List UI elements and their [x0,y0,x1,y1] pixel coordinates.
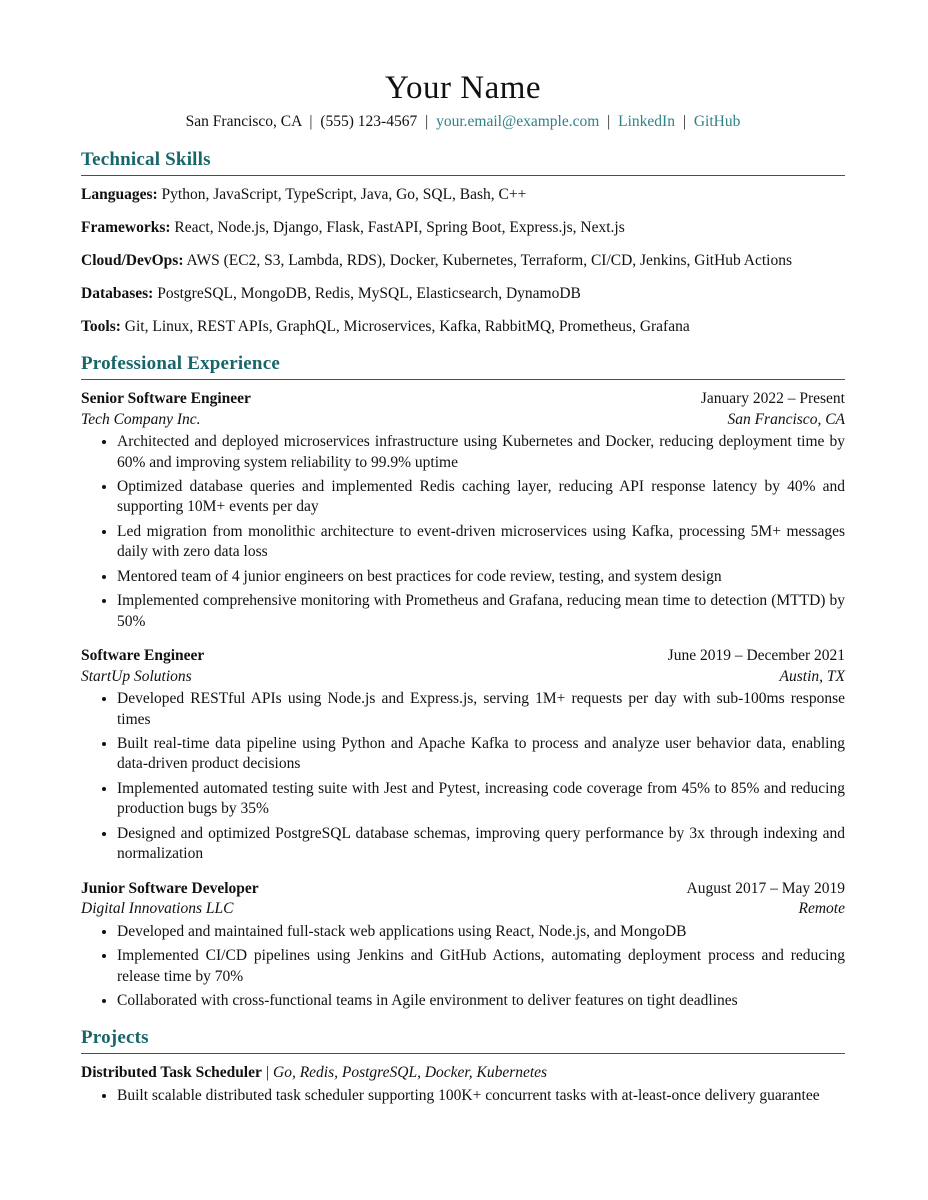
job-company: Digital Innovations LLC [81,900,234,918]
job-bullet: • Built real-time data pipeline using Python and Apache Kafka to process and analyze user behavior data, enabling data-driven product decisions [117,734,845,775]
job-head [81,389,845,409]
skill-value: Python, JavaScript, TypeScript, Java, Go, SQL, Bash, C++ [161,185,527,203]
job-bullet-list [81,922,845,1012]
job-location: Remote [798,900,845,918]
job-bullet-list [81,432,845,632]
job-location: San Francisco, CA [727,410,845,428]
contact-separator: | [425,113,429,131]
skill-line-tools [81,317,845,337]
job-bullet-list [81,689,845,865]
github-link[interactable]: GitHub [693,113,741,131]
project-bullet: • Built scalable distributed task scheduler supporting 100K+ concurrent tasks with at-least-once delivery guarantee [117,1086,845,1106]
job-title: Software Engineer [81,647,205,665]
job-subhead [81,667,845,687]
job-head [81,879,845,899]
skill-value: React, Node.js, Django, Flask, FastAPI, Spring Boot, Express.js, Next.js [174,218,625,236]
technical-skills-section [81,185,845,337]
job-entry-software-engineer [81,646,845,865]
job-entry-junior-software-developer [81,879,845,1012]
job-bullet: • Architected and deployed microservices infrastructure using Kubernetes and Docker, reducing deployment time by 60% and improving system reliability to 99.9% uptime [117,432,845,473]
job-bullet: • Led migration from monolithic architecture to event-driven microservices using Kafka, processing 5M+ messages daily with zero data loss [117,522,845,563]
job-dates: June 2019 – December 2021 [667,647,845,665]
job-bullet: • Optimized database queries and implemented Redis caching layer, reducing API response latency by 40% and supporting 10M+ events per day [117,477,845,518]
job-company: Tech Company Inc. [81,410,201,428]
skill-label: Tools: [81,317,121,335]
professional-experience-section [81,389,845,1011]
contact-location: San Francisco, CA [185,113,302,131]
projects-section [81,1063,845,1106]
skill-value: Git, Linux, REST APIs, GraphQL, Microservices, Kafka, RabbitMQ, Prometheus, Grafana [124,317,690,335]
job-bullet: • Designed and optimized PostgreSQL database schemas, improving query performance by 3x through indexing and normalization [117,824,845,865]
skill-line-databases [81,284,845,304]
project-tech-stack: Go, Redis, PostgreSQL, Docker, Kubernetes [273,1064,548,1082]
job-head [81,646,845,666]
section-title-professional-experience: Professional Experience [81,351,845,380]
job-bullet: • Collaborated with cross-functional teams in Agile environment to deliver features on tight deadlines [117,991,845,1011]
project-bullet-list [81,1086,845,1106]
skill-value: PostgreSQL, MongoDB, Redis, MySQL, Elasticsearch, DynamoDB [157,284,581,302]
skill-value: AWS (EC2, S3, Lambda, RDS), Docker, Kubernetes, Terraform, CI/CD, Jenkins, GitHub Actions [186,251,793,269]
skill-line-cloud-devops [81,251,845,271]
skill-label: Cloud/DevOps: [81,251,184,269]
skill-label: Languages: [81,185,158,203]
email-link[interactable]: your.email@example.com [436,113,600,131]
job-subhead [81,410,845,430]
job-bullet: • Developed and maintained full-stack web applications using React, Node.js, and MongoDB [117,922,845,942]
contact-separator: | [607,113,611,131]
contact-separator: | [309,113,313,131]
job-subhead [81,899,845,919]
skill-label: Frameworks: [81,218,171,236]
contact-phone: (555) 123-4567 [320,113,418,131]
page-title: Your Name [384,70,542,106]
contact-separator: | [682,113,686,131]
section-title-technical-skills: Technical Skills [81,147,845,176]
section-title-projects: Projects [81,1025,845,1054]
job-dates: January 2022 – Present [700,390,845,408]
skill-line-languages [81,185,845,205]
job-bullet: • Developed RESTful APIs using Node.js and Express.js, serving 1M+ requests per day with sub-100ms response times [117,689,845,730]
project-entry-distributed-task-scheduler [81,1063,845,1106]
job-dates: August 2017 – May 2019 [686,879,845,897]
job-title: Senior Software Engineer [81,390,251,408]
job-company: StartUp Solutions [81,667,192,685]
job-bullet: • Implemented automated testing suite with Jest and Pytest, increasing code coverage from 45% to 85% and reducing production bugs by 35% [117,779,845,820]
project-separator: | [265,1064,269,1082]
project-head [81,1063,845,1083]
job-title: Junior Software Developer [81,879,259,897]
skill-line-frameworks [81,218,845,238]
job-entry-senior-software-engineer [81,389,845,632]
linkedin-link[interactable]: LinkedIn [618,113,675,131]
skill-label: Databases: [81,284,154,302]
job-location: Austin, TX [779,667,845,685]
contact-line [81,112,845,132]
project-name: Distributed Task Scheduler [81,1064,262,1082]
job-bullet: • Mentored team of 4 junior engineers on best practices for code review, testing, and system design [117,567,845,587]
job-bullet: • Implemented comprehensive monitoring with Prometheus and Grafana, reducing mean time to detection (MTTD) by 50% [117,591,845,632]
job-bullet: • Implemented CI/CD pipelines using Jenkins and GitHub Actions, automating deployment process and reducing release time by 70% [117,946,845,987]
